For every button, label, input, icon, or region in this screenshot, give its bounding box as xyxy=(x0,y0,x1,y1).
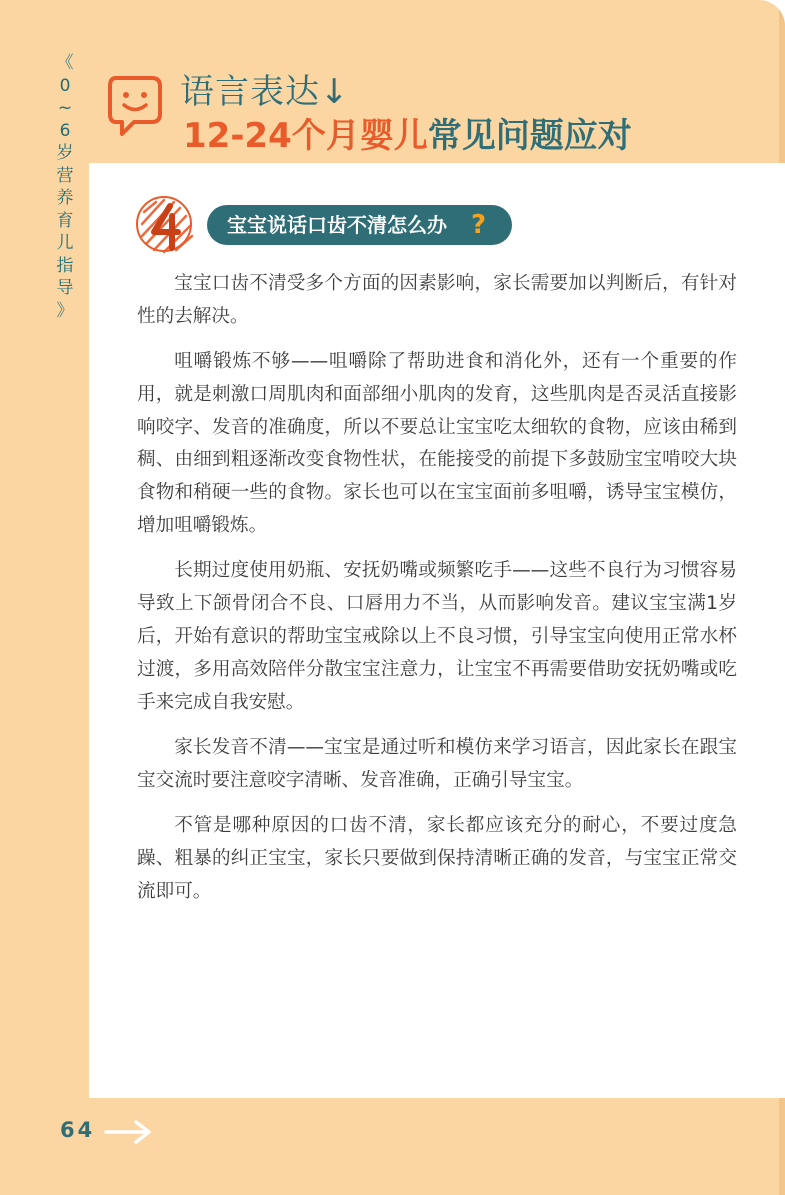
side-title-char: 养 xyxy=(56,188,74,208)
heading-highlight: 12-24个月婴儿 xyxy=(183,116,428,156)
side-title-char: ~ xyxy=(57,98,73,118)
heading-rest: 常见问题应对 xyxy=(427,116,632,156)
paragraph: 宝宝口齿不清受多个方面的因素影响，家长需要加以判断后，有针对性的去解决。 xyxy=(137,273,737,327)
section-heading xyxy=(183,108,632,157)
side-title-char: 0 xyxy=(59,75,71,96)
side-title-char: 营 xyxy=(56,165,74,186)
side-title-char: 儿 xyxy=(56,233,74,253)
question-title: 宝宝说话口齿不清怎么办 xyxy=(227,213,447,237)
side-title-char: 育 xyxy=(56,210,74,231)
paragraph: 长期过度使用奶瓶、安抚奶嘴或频繁吃手——这些不良行为习惯容易导致上下颌骨闭合不良、口唇用力不当，从而影响发音。建议宝宝满1岁后，开始有意识的帮助宝宝戒除以上不良习惯，引导宝宝向使用正常水杯过渡，多用高效陪伴分散宝宝注意力，让宝宝不再需要借助安抚奶嘴或吃手来完成自我安慰。 xyxy=(137,560,737,713)
hand-drawn-number-4-icon xyxy=(134,194,198,254)
side-title-char: 6 xyxy=(59,120,71,141)
question-mark-icon: ? xyxy=(471,210,487,240)
side-title-char: 指 xyxy=(56,255,74,276)
side-title-char: 《 xyxy=(56,53,74,73)
side-title-char: 岁 xyxy=(56,143,74,163)
paragraph: 咀嚼锻炼不够——咀嚼除了帮助进食和消化外，还有一个重要的作用，就是刺激口周肌肉和面部细小肌肉的发育，这些肌肉是否灵活直接影响咬字、发音的准确度，所以不要总让宝宝吃太细软的食物，应该由稀到稠、由细到粗逐渐改变食物性状，在能接受的前提下多鼓励宝宝啃咬大块食物和稍硬一些的食物。家长也可以在宝宝面前多咀嚼，诱导宝宝模仿，增加咀嚼锻炼。 xyxy=(137,351,737,537)
page-number: 64 xyxy=(60,1118,96,1142)
speech-bubble-smile-icon xyxy=(106,74,164,140)
side-title-char: 》 xyxy=(56,300,74,321)
paragraph: 不管是哪种原因的口齿不清，家长都应该充分的耐心，不要过度急躁、粗暴的纠正宝宝，家长只要做到保持清晰正确的发音，与宝宝正常交流即可。 xyxy=(137,814,737,902)
side-book-title xyxy=(52,52,78,322)
article-body xyxy=(137,268,737,921)
side-title-char: 导 xyxy=(56,278,74,298)
arrow-right-icon xyxy=(104,1119,152,1145)
paragraph: 家长发音不清——宝宝是通过听和模仿来学习语言，因此家长在跟宝宝交流时要注意咬字清晰、发音准确，正确引导宝宝。 xyxy=(137,736,737,791)
chapter-title: 语言表达↓ xyxy=(180,72,350,112)
question-banner xyxy=(207,205,512,245)
